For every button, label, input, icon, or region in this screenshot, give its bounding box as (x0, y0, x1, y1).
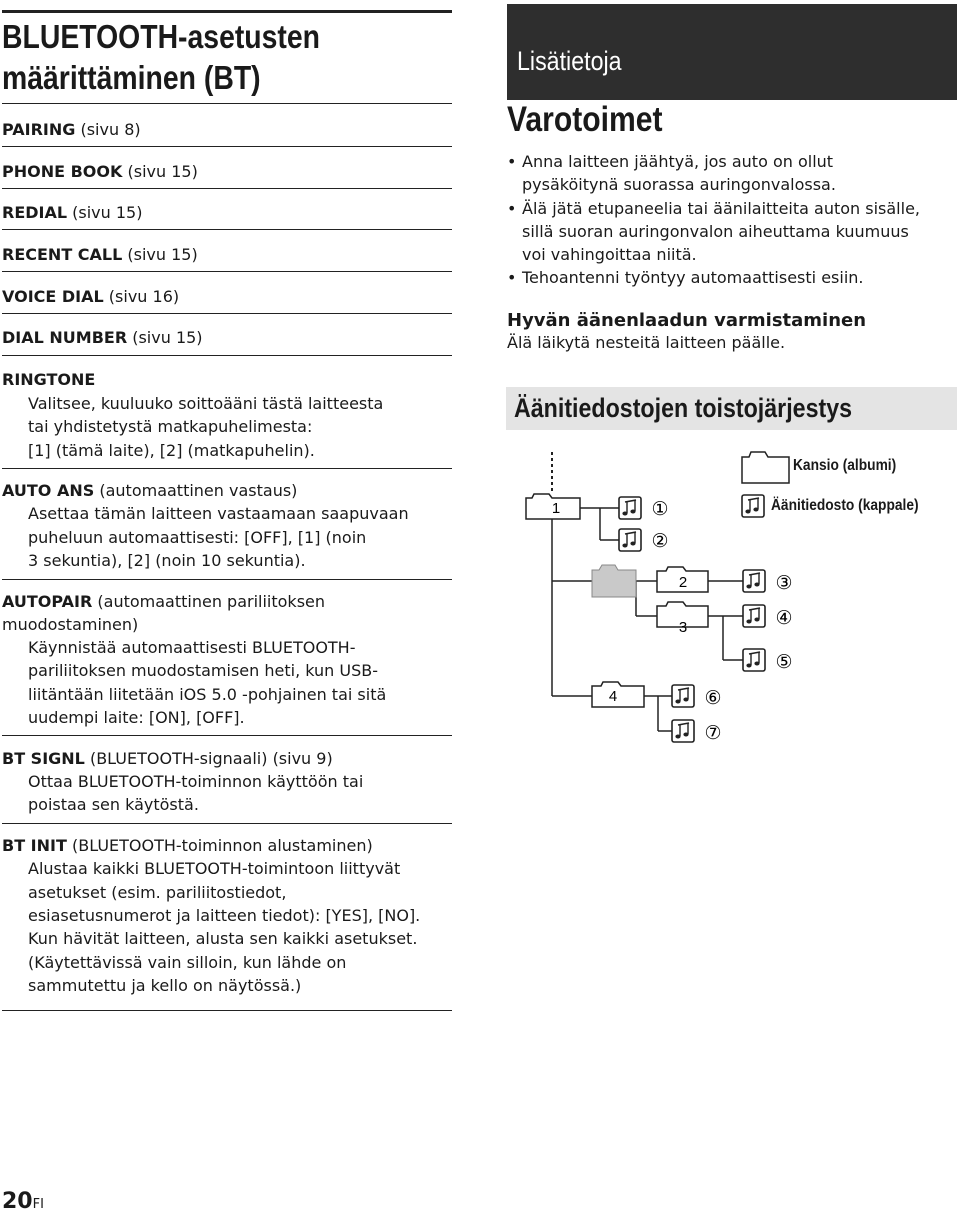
autopair-desc: Käynnistää automaattisesti BLUETOOTH- (28, 638, 356, 657)
page-number: 20FI (2, 1189, 44, 1214)
file-number: ⑥ (704, 687, 722, 709)
menu-item-auto-ans: AUTO ANS (automaattinen vastaus) (2, 481, 298, 500)
section-title-line1: BLUETOOTH-asetusten (2, 18, 321, 55)
menu-item-autopair: AUTOPAIR (automaattinen pariliitoksen (2, 592, 326, 611)
bt-init-desc: Alustaa kaikki BLUETOOTH-toimintoon liittyvät (28, 859, 401, 878)
bullet-text: pysäköitynä suorassa auringonvalossa. (522, 175, 836, 194)
menu-item-bt-init: BT INIT (BLUETOOTH-toiminnon alustaminen) (2, 836, 373, 855)
bt-signl-desc: Ottaa BLUETOOTH-toiminnon käyttöön tai (28, 772, 364, 791)
precautions-heading: Varotoimet (507, 100, 663, 139)
file-number: ① (651, 498, 669, 520)
menu-item-ringtone: RINGTONE (2, 370, 96, 389)
bullet-text: Älä jätä etupaneelia tai äänilaitteita auton sisälle, (522, 199, 920, 218)
divider (2, 735, 452, 736)
sound-quality-heading: Hyvän äänenlaadun varmistaminen (507, 310, 867, 331)
folder-label: 1 (551, 500, 561, 517)
divider (2, 823, 452, 824)
bullet-icon: • (507, 199, 517, 218)
folder-icon (592, 565, 636, 597)
legend-folder-icon (742, 452, 789, 483)
music-file-icon (619, 529, 641, 551)
divider (2, 579, 452, 580)
section-title-line2: määrittäminen (BT) (2, 59, 261, 96)
music-file-icon (672, 685, 694, 707)
ringtone-desc: [1] (tämä laite), [2] (matkapuhelin). (28, 441, 315, 460)
folder-label: 2 (678, 574, 688, 591)
divider (2, 229, 452, 230)
playback-order-title: Äänitiedostojen toistojärjestys (514, 393, 853, 423)
music-file-icon (743, 605, 765, 627)
bullet-text: voi vahingoittaa niitä. (522, 245, 697, 264)
legend-file-label: Äänitiedosto (kappale) (771, 497, 919, 514)
file-number: ⑤ (775, 651, 793, 673)
menu-item-recent-call: RECENT CALL (sivu 15) (2, 245, 198, 264)
divider (2, 313, 452, 314)
menu-item-bt-signl: BT SIGNL (BLUETOOTH-signaali) (sivu 9) (2, 749, 333, 768)
bt-init-desc: esiasetusnumerot ja laitteen tiedot): [YES], [NO]. (28, 906, 421, 925)
menu-item-redial: REDIAL (sivu 15) (2, 203, 143, 222)
menu-item-voice-dial: VOICE DIAL (sivu 16) (2, 287, 180, 306)
folder-icon (526, 494, 580, 519)
bullet-text: Anna laitteen jäähtyä, jos auto on ollut (522, 152, 834, 171)
auto-ans-desc: 3 sekuntia), [2] (noin 10 sekuntia). (28, 551, 306, 570)
legend-file-icon (742, 495, 764, 517)
left-column (0, 0, 452, 1216)
folder-icon (657, 567, 708, 592)
bt-init-desc: Kun hävität laitteen, alusta sen kaikki asetukset. (28, 929, 418, 948)
section-header-bar (507, 4, 957, 100)
bt-signl-desc: poistaa sen käytöstä. (28, 795, 199, 814)
bullet-text: sillä suoran auringonvalon aiheuttama kuumuus (522, 222, 909, 241)
file-number: ④ (775, 607, 793, 629)
file-number: ③ (775, 572, 793, 594)
playback-order-header (506, 387, 957, 430)
menu-item-pairing: PAIRING (sivu 8) (2, 120, 141, 139)
divider (2, 146, 452, 147)
divider (2, 355, 452, 356)
top-rule (2, 10, 452, 13)
folder-label: 4 (608, 688, 618, 705)
bt-init-desc: (Käytettävissä vain silloin, kun lähde on (28, 953, 347, 972)
folder-icon (657, 602, 708, 636)
bullet-icon: • (507, 152, 517, 171)
autopair-desc: pariliitoksen muodostamisen heti, kun USB- (28, 661, 378, 680)
section-title (2, 16, 389, 98)
menu-item-dial-number: DIAL NUMBER (sivu 15) (2, 328, 203, 347)
divider (2, 103, 452, 104)
file-number: ② (651, 530, 669, 552)
music-file-icon (619, 497, 641, 519)
auto-ans-desc: puheluun automaattisesti: [OFF], [1] (noin (28, 528, 367, 547)
folder-label: 3 (678, 619, 688, 636)
music-file-icon (743, 649, 765, 671)
music-file-icon (672, 720, 694, 742)
music-file-icon (743, 570, 765, 592)
divider (2, 1010, 452, 1011)
file-number: ⑦ (704, 722, 722, 744)
divider (2, 468, 452, 469)
playback-order-diagram (506, 440, 960, 760)
bt-init-desc: asetukset (esim. pariliitostiedot, (28, 883, 287, 902)
autopair-desc: liitäntään liitetään iOS 5.0 -pohjainen tai sitä (28, 685, 387, 704)
bullet-icon: • (507, 268, 517, 287)
folder-icon (592, 682, 644, 707)
divider (2, 271, 452, 272)
autopair-subtitle: muodostaminen) (2, 615, 139, 634)
auto-ans-desc: Asettaa tämän laitteen vastaamaan saapuvaan (28, 504, 409, 523)
sound-quality-text: Älä läikytä nesteitä laitteen päälle. (507, 333, 786, 352)
bullet-text: Tehoantenni työntyy automaattisesti esiin. (522, 268, 864, 287)
menu-item-phone-book: PHONE BOOK (sivu 15) (2, 162, 198, 181)
ringtone-desc: tai yhdistetystä matkapuhelimesta: (28, 417, 313, 436)
ringtone-desc: Valitsee, kuuluuko soittoääni tästä laitteesta (28, 394, 384, 413)
autopair-desc: uudempi laite: [ON], [OFF]. (28, 708, 245, 727)
legend-folder-label: Kansio (albumi) (793, 457, 897, 474)
bt-init-desc: sammutettu ja kello on näytössä.) (28, 976, 302, 995)
divider (2, 188, 452, 189)
section-header-label: Lisätietoja (517, 46, 622, 76)
